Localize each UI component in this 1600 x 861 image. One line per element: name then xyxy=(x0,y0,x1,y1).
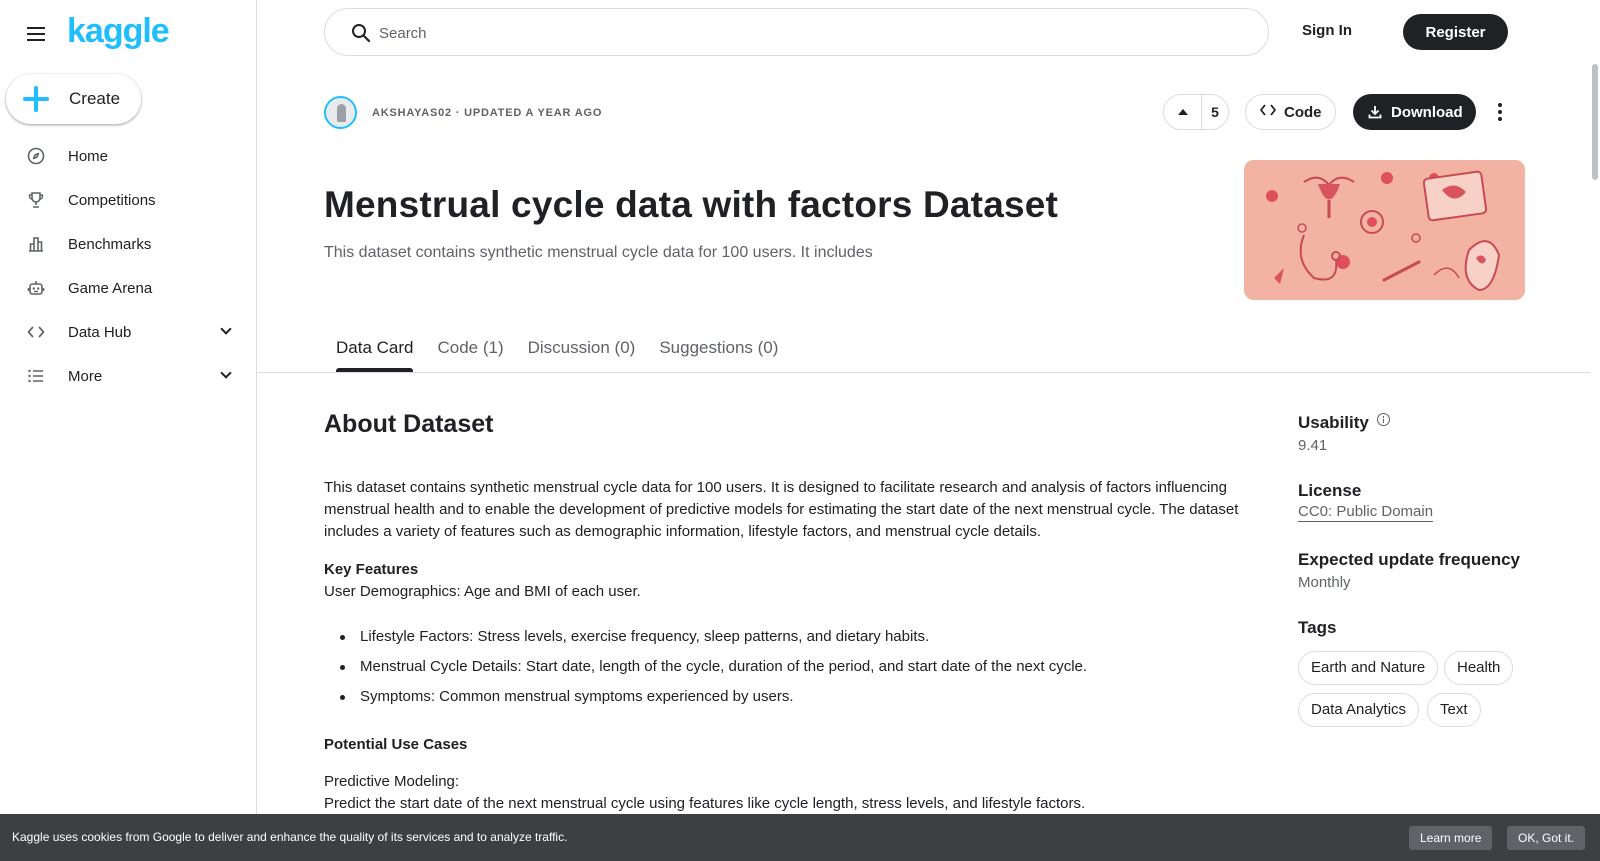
about-heading: About Dataset xyxy=(324,410,494,438)
sidebar-item-benchmarks[interactable] xyxy=(0,222,256,266)
usability-label: Usability xyxy=(1298,413,1369,432)
search-bar[interactable] xyxy=(324,8,1269,56)
sidebar-item-more[interactable] xyxy=(0,354,256,398)
kaggle-logo[interactable]: kaggle xyxy=(67,12,169,50)
use-cases-heading: Potential Use Cases xyxy=(324,736,468,753)
code-brackets-icon xyxy=(26,322,46,342)
predictive-modeling-label: Predictive Modeling: xyxy=(324,773,460,790)
upvote-icon[interactable] xyxy=(1164,95,1202,129)
key-features-line: User Demographics: Age and BMI of each user. xyxy=(324,583,641,600)
predictive-modeling-text: Predict the start date of the next menstrual cycle using features like cycle length, stress levels, and lifestyle factors. xyxy=(324,795,1086,812)
download-icon xyxy=(1368,105,1382,119)
chevron-down-icon[interactable] xyxy=(220,368,232,380)
sidebar-item-label: Game Arena xyxy=(68,279,153,297)
tag-text[interactable]: Text xyxy=(1427,693,1481,727)
register-button[interactable]: Register xyxy=(1403,14,1508,50)
author-line[interactable]: AKSHAYAS02 · UPDATED A YEAR AGO xyxy=(372,107,603,119)
tag-earth-and-nature[interactable]: Earth and Nature xyxy=(1298,651,1438,685)
cookie-text: Kaggle uses cookies from Google to deliver and enhance the quality of its services and to analyze traffic. xyxy=(12,830,568,844)
sidebar-nav xyxy=(0,134,256,398)
learn-more-button[interactable]: Learn more xyxy=(1409,826,1492,850)
sidebar-item-label: Home xyxy=(68,147,109,165)
vote-count: 5 xyxy=(1211,104,1219,120)
tag-data-analytics[interactable]: Data Analytics xyxy=(1298,693,1419,727)
license-label: License xyxy=(1298,481,1362,500)
chevron-down-icon[interactable] xyxy=(220,324,232,336)
sidebar-item-game-arena[interactable] xyxy=(0,266,256,310)
robot-icon xyxy=(26,278,46,298)
cookie-banner xyxy=(0,814,1600,861)
tags-label: Tags xyxy=(1298,618,1337,637)
more-options-icon[interactable] xyxy=(1496,100,1504,124)
plus-icon xyxy=(23,86,49,112)
ok-got-it-button[interactable]: OK, Got it. xyxy=(1507,826,1585,850)
sidebar-item-competitions[interactable] xyxy=(0,178,256,222)
tab-code[interactable]: Code (1) xyxy=(437,338,504,357)
search-icon xyxy=(351,23,371,43)
dataset-subtitle: This dataset contains synthetic menstrual cycle data for 100 users. It includes xyxy=(324,244,873,261)
tab-suggestions[interactable]: Suggestions (0) xyxy=(659,338,779,357)
avatar[interactable] xyxy=(324,96,357,129)
sidebar-item-label: Data Hub xyxy=(68,323,132,341)
tag-health[interactable]: Health xyxy=(1444,651,1513,685)
trophy-icon xyxy=(26,190,46,210)
bar-chart-icon xyxy=(26,234,46,254)
code-button-label: Code xyxy=(1284,103,1322,121)
tabs-divider xyxy=(258,372,1590,373)
scrollbar-thumb[interactable] xyxy=(1592,64,1598,180)
download-button-label: Download xyxy=(1391,103,1463,121)
dataset-tabs xyxy=(324,330,790,372)
tab-discussion[interactable]: Discussion (0) xyxy=(527,338,636,357)
list-item: Symptoms: Common menstrual symptoms experienced by users. xyxy=(360,688,1260,718)
dataset-cover-image xyxy=(1244,160,1525,300)
list-item: Menstrual Cycle Details: Start date, length of the cycle, duration of the period, and start date of the next cycle. xyxy=(360,658,1260,688)
key-features-heading: Key Features xyxy=(324,561,419,578)
sidebar-item-data-hub[interactable] xyxy=(0,310,256,354)
update-frequency-label: Expected update frequency xyxy=(1298,550,1521,569)
features-list xyxy=(360,628,1260,718)
search-input[interactable] xyxy=(379,21,1239,45)
usability-value: 9.41 xyxy=(1298,437,1328,454)
code-button[interactable] xyxy=(1245,94,1336,130)
vote-widget xyxy=(1163,94,1229,130)
info-icon[interactable] xyxy=(1377,413,1390,426)
code-brackets-icon xyxy=(1260,104,1276,120)
download-button[interactable] xyxy=(1353,94,1476,130)
tab-data-card[interactable]: Data Card xyxy=(324,330,425,372)
sidebar-item-home[interactable] xyxy=(0,134,256,178)
license-link[interactable]: CC0: Public Domain xyxy=(1298,503,1434,520)
sidebar-item-label: More xyxy=(68,367,103,385)
sidebar xyxy=(0,0,257,861)
sign-in-button[interactable]: Sign In xyxy=(1302,22,1352,39)
menu-icon[interactable] xyxy=(24,22,48,46)
list-icon xyxy=(26,366,46,386)
compass-icon xyxy=(26,146,46,166)
page-title: Menstrual cycle data with factors Dataset xyxy=(324,184,1059,225)
sidebar-item-label: Benchmarks xyxy=(68,235,152,253)
update-frequency-value: Monthly xyxy=(1298,574,1351,591)
list-item: Lifestyle Factors: Stress levels, exercise frequency, sleep patterns, and dietary habits. xyxy=(360,628,1260,658)
create-button[interactable] xyxy=(6,74,141,124)
about-paragraph: This dataset contains synthetic menstrual cycle data for 100 users. It is designed to facilitate research and analysis of factors influencing menstrual health and to enable the development of predictive models for estimating the start date of the next menstrual cycle. The dataset includes a variety of features such as demographic information, lifestyle factors, and menstrual cycle details. xyxy=(324,479,1239,540)
sidebar-item-label: Competitions xyxy=(68,191,156,209)
create-label: Create xyxy=(69,89,121,108)
